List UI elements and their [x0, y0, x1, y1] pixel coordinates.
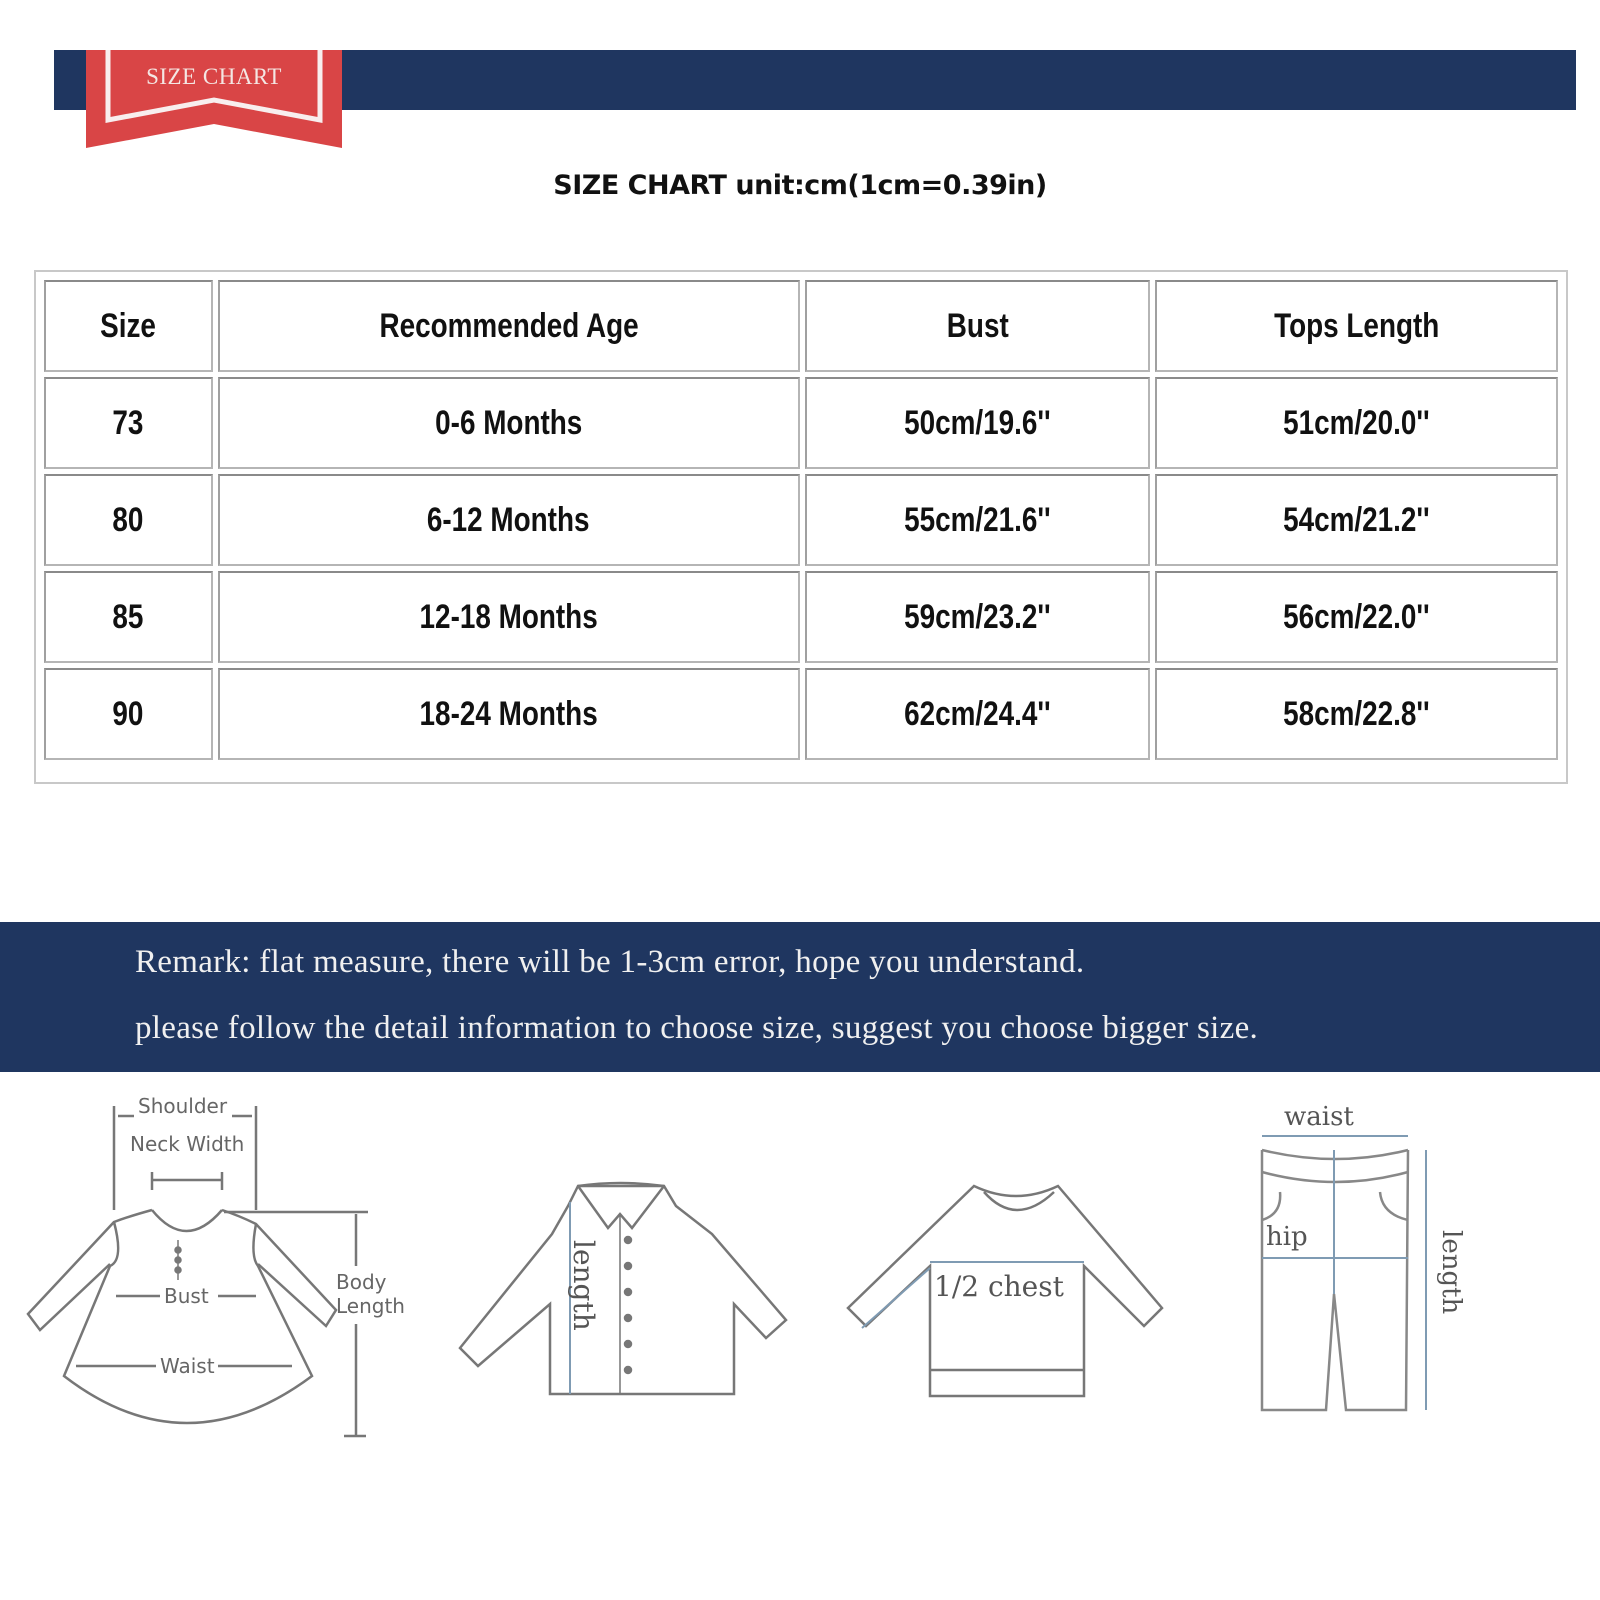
dress-diagram	[0, 1080, 420, 1440]
cell-age: 18-24 Months	[218, 668, 800, 760]
cell-age: 6-12 Months	[218, 474, 800, 566]
cell-length: 51cm/20.0''	[1155, 377, 1558, 469]
cell-bust: 62cm/24.4''	[805, 668, 1151, 760]
table-row	[44, 377, 1558, 469]
pants-waist-label: waist	[1284, 1102, 1354, 1132]
bust-label: Bust	[164, 1284, 209, 1308]
table-row	[44, 474, 1558, 566]
remark-banner	[0, 922, 1600, 1072]
column-header-size: Size	[44, 280, 213, 372]
shoulder-label: Shoulder	[138, 1094, 228, 1118]
shirt-outline-icon	[450, 1170, 810, 1410]
waist-label: Waist	[160, 1354, 215, 1378]
cell-size: 73	[44, 377, 213, 469]
sweater-diagram	[826, 1170, 1186, 1410]
size-chart-ribbon	[86, 50, 342, 150]
cell-size: 90	[44, 668, 213, 760]
neck-width-label: Neck Width	[130, 1132, 245, 1156]
cell-length: 56cm/22.0''	[1155, 571, 1558, 663]
cell-bust: 50cm/19.6''	[805, 377, 1151, 469]
table-row	[44, 571, 1558, 663]
cell-length: 54cm/21.2''	[1155, 474, 1558, 566]
table-header-row	[44, 280, 1558, 372]
table-row	[44, 668, 1558, 760]
chart-subtitle: SIZE CHART unit:cm(1cm=0.39in)	[553, 170, 1047, 201]
column-header-length: Tops Length	[1155, 280, 1558, 372]
shirt-diagram	[450, 1170, 810, 1410]
cell-age: 12-18 Months	[218, 571, 800, 663]
cell-bust: 59cm/23.2''	[805, 571, 1151, 663]
size-table-container	[34, 270, 1568, 784]
length-label: Length	[336, 1294, 405, 1318]
column-header-bust: Bust	[805, 280, 1151, 372]
pants-length-label: length	[1436, 1230, 1466, 1315]
cell-bust: 55cm/21.6''	[805, 474, 1151, 566]
body-label: Body	[336, 1270, 387, 1294]
cell-size: 80	[44, 474, 213, 566]
pants-diagram	[1240, 1102, 1480, 1430]
ribbon-label: SIZE CHART	[146, 64, 282, 89]
half-chest-label: 1/2 chest	[934, 1270, 1064, 1303]
size-table	[39, 275, 1563, 765]
cell-size: 85	[44, 571, 213, 663]
remark-line-2: please follow the detail information to choose size, suggest you choose bigger size.	[135, 1010, 1259, 1046]
pants-hip-label: hip	[1266, 1222, 1308, 1252]
cell-age: 0-6 Months	[218, 377, 800, 469]
column-header-age: Recommended Age	[218, 280, 800, 372]
cell-length: 58cm/22.8''	[1155, 668, 1558, 760]
remark-line-1: Remark: flat measure, there will be 1-3cm error, hope you understand.	[135, 944, 1085, 980]
shirt-length-label: length	[567, 1240, 600, 1331]
